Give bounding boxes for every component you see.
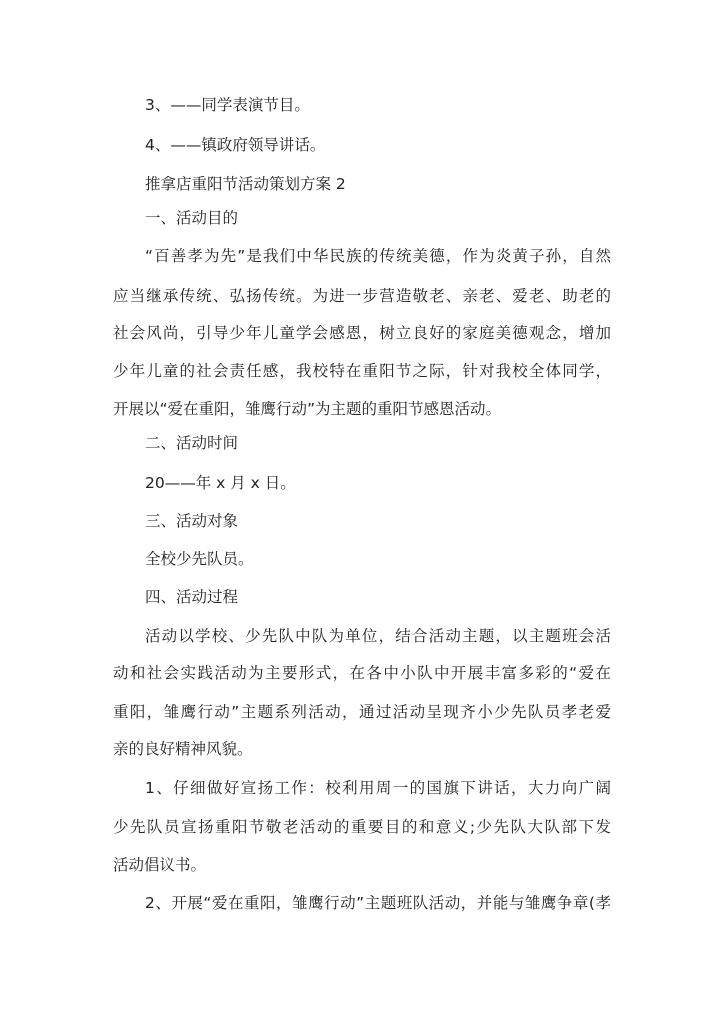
- heading-time: 二、活动时间: [145, 434, 239, 452]
- paragraph-line: “百善孝为先”是我们中华民族的传统美德，作为炎黄子孙，自然: [145, 247, 611, 265]
- list-item-4: 4、——镇政府领导讲话。: [145, 136, 326, 154]
- paragraph-line: 1、仔细做好宣扬工作：校利用周一的国旗下讲话，大力向广阔: [145, 779, 611, 797]
- section-title: 推拿店重阳节活动策划方案 2: [145, 175, 346, 193]
- paragraph-line: 社会风尚，引导少年儿童学会感恩，树立良好的家庭美德观念，增加: [113, 324, 611, 342]
- paragraph-line: 亲的良好精神风貌。: [113, 740, 253, 758]
- paragraph-line: 重阳，雏鹰行动”主题系列活动，通过活动呈现齐小少先队员孝老爱: [113, 703, 611, 721]
- paragraph-line: 少年儿童的社会责任感，我校特在重阳节之际，针对我校全体同学，: [113, 362, 611, 380]
- heading-target: 三、活动对象: [145, 512, 239, 530]
- target-value: 全校少先队员。: [145, 550, 254, 568]
- paragraph-line: 2、开展“爱在重阳，雏鹰行动”主题班队活动，并能与雏鹰争章(孝: [145, 894, 611, 912]
- heading-process: 四、活动过程: [145, 588, 239, 606]
- list-item-3: 3、——同学表演节目。: [145, 96, 310, 114]
- paragraph-line: 应当继承传统、弘扬传统。为进一步营造敬老、亲老、爱老、助老的: [113, 287, 611, 305]
- paragraph-line: 活动倡议书。: [113, 856, 207, 874]
- heading-purpose: 一、活动目的: [145, 209, 239, 227]
- paragraph-line: 活动以学校、少先队中队为单位，结合活动主题，以主题班会活: [145, 627, 611, 645]
- paragraph-line: 动和社会实践活动为主要形式，在各中小队中开展丰富多彩的“爱在: [113, 664, 611, 682]
- paragraph-line: 少先队员宣扬重阳节敬老活动的重要目的和意义;少先队大队部下发: [113, 818, 611, 836]
- paragraph-line: 开展以“爱在重阳，雏鹰行动”为主题的重阳节感恩活动。: [113, 400, 502, 418]
- time-value: 20——年 x 月 x 日。: [145, 474, 296, 492]
